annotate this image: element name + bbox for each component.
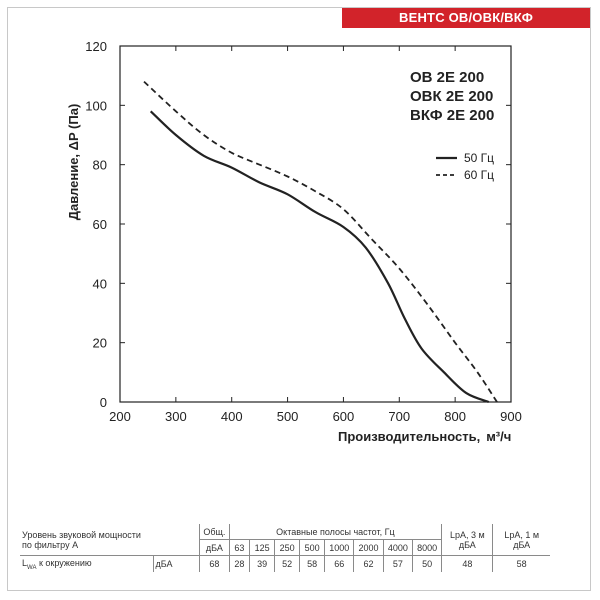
lpa1-unit: дБА — [513, 539, 531, 550]
lwa-2000: 62 — [354, 556, 383, 573]
lwa-8000: 50 — [413, 556, 442, 573]
lwa-4000: 57 — [383, 556, 412, 573]
band-2000: 2000 — [354, 540, 383, 556]
band-250: 250 — [275, 540, 300, 556]
y-tick-label: 100 — [85, 98, 107, 114]
octave-header: Октавные полосы частот, Гц — [229, 524, 442, 540]
y-axis-title: Давление, ΔP (Па) — [66, 103, 81, 221]
y-tick-label: 40 — [92, 276, 107, 292]
lwa-label-main: L — [22, 557, 28, 568]
lwa-label — [20, 556, 153, 573]
y-tick-label: 120 — [85, 39, 107, 54]
lwa-lpa1: 58 — [493, 556, 550, 573]
lpa3-header — [442, 524, 493, 556]
x-tick-label: 900 — [500, 409, 522, 424]
lwa-label-rest: к окружению — [36, 557, 92, 568]
lwa-500: 58 — [300, 556, 325, 573]
x-tick-label: 700 — [388, 409, 411, 424]
y-tick-label: 60 — [92, 217, 107, 232]
noise-table — [20, 524, 550, 572]
lwa-63: 28 — [229, 556, 250, 573]
x-axis-title — [338, 429, 511, 444]
x-tick-label: 500 — [276, 409, 299, 424]
lwa-unit: дБА — [153, 556, 200, 573]
band-63: 63 — [229, 540, 250, 556]
lwa-lpa3: 48 — [442, 556, 493, 573]
legend — [436, 151, 494, 182]
lwa-250: 52 — [275, 556, 300, 573]
x-tick-label: 300 — [165, 409, 187, 424]
band-1000: 1000 — [325, 540, 354, 556]
band-125: 125 — [250, 540, 275, 556]
band-500: 500 — [300, 540, 325, 556]
band-8000: 8000 — [413, 540, 442, 556]
noise-row-label — [20, 524, 200, 556]
lwa-125: 39 — [250, 556, 275, 573]
series-badge: ВЕНТС ОВ/ОВК/ВКФ — [342, 8, 590, 28]
model-label-3: ВКФ 2Е 200 — [410, 107, 495, 124]
x-tick-label: 800 — [444, 409, 466, 424]
band-4000: 4000 — [383, 540, 412, 556]
series-line-60hz — [144, 82, 497, 402]
y-tick-label: 20 — [92, 335, 107, 351]
lpa1-header-label: LpA, 1 м — [504, 529, 540, 540]
x-axis-unit: м³/ч — [486, 429, 512, 444]
series-line-50hz — [151, 111, 489, 402]
noise-row-label-1: Уровень звуковой мощности — [22, 529, 141, 540]
y-tick-label: 0 — [99, 395, 107, 410]
lpa3-unit: дБА — [458, 539, 476, 550]
lpa1-header — [493, 524, 550, 556]
lwa-1000: 66 — [325, 556, 354, 573]
x-tick-label: 200 — [109, 409, 131, 424]
total-header: Общ. — [200, 524, 229, 540]
legend-label: 50 Гц — [464, 151, 495, 165]
performance-curves — [144, 82, 497, 402]
model-label-2: ОВК 2Е 200 — [410, 88, 494, 105]
total-unit: дБА — [200, 540, 229, 556]
lwa-total: 68 — [200, 556, 229, 573]
x-tick-label: 600 — [332, 409, 355, 424]
y-tick-label: 80 — [92, 157, 107, 173]
lwa-label-sub: WA — [27, 564, 37, 571]
x-axis-title-main: Производительность, — [338, 429, 481, 444]
legend-label: 60 Гц — [464, 168, 495, 182]
x-tick-label: 400 — [220, 409, 243, 424]
model-label-1: ОВ 2Е 200 — [410, 69, 485, 86]
noise-row-label-2: по фильтру А — [22, 539, 79, 550]
lpa3-header-label: LpA, 3 м — [449, 529, 485, 540]
